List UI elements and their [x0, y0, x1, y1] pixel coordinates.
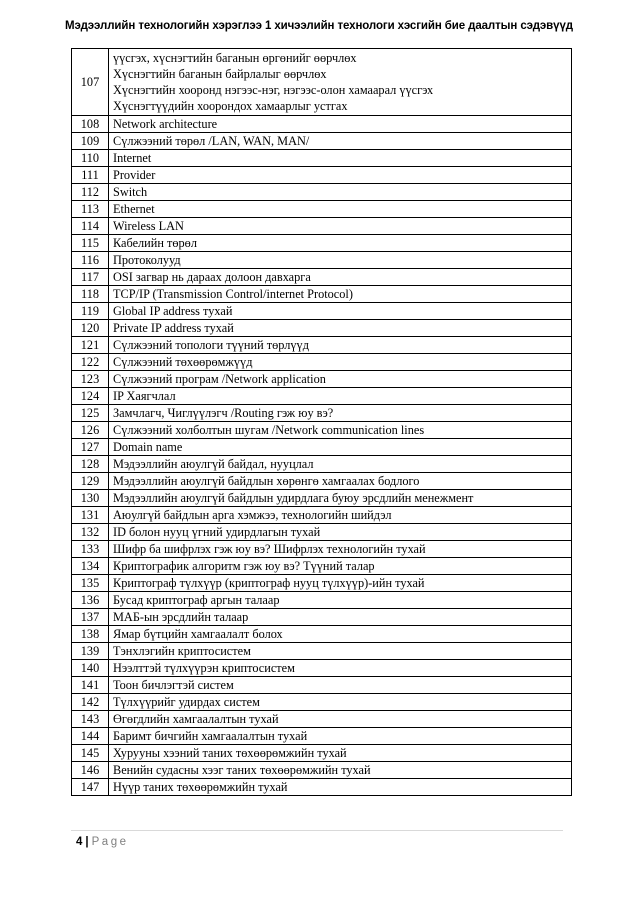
row-number: 113 — [72, 201, 109, 218]
table-row — [72, 388, 572, 405]
row-topic: Мэдээллийн аюулгүй байдал, нууцлал — [109, 456, 572, 473]
row-topic — [109, 49, 572, 116]
table-row — [72, 252, 572, 269]
row-topic: Криптографик алгоритм гэж юу вэ? Түүний талар — [109, 558, 572, 575]
table-row — [72, 643, 572, 660]
row-number: 122 — [72, 354, 109, 371]
table-row — [72, 558, 572, 575]
table-row — [72, 728, 572, 745]
table-row — [72, 337, 572, 354]
row-topic: IP Хаягчлал — [109, 388, 572, 405]
row-number: 133 — [72, 541, 109, 558]
row-topic: Түлхүүрийг удирдах систем — [109, 694, 572, 711]
row-number: 121 — [72, 337, 109, 354]
row-number: 123 — [72, 371, 109, 388]
row-number: 129 — [72, 473, 109, 490]
table-row — [72, 456, 572, 473]
table-row — [72, 354, 572, 371]
table-row — [72, 269, 572, 286]
table-row — [72, 133, 572, 150]
row-topic: Ямар бүтцийн хамгаалалт болох — [109, 626, 572, 643]
row-number: 128 — [72, 456, 109, 473]
row-topic: ID болон нууц үгний удирдлагын тухай — [109, 524, 572, 541]
row-number: 146 — [72, 762, 109, 779]
row-number: 134 — [72, 558, 109, 575]
row-topic: Ethernet — [109, 201, 572, 218]
row-topic: Private IP address тухай — [109, 320, 572, 337]
table-row — [72, 167, 572, 184]
row-topic: Замчлагч, Чиглүүлэгч /Routing гэж юу вэ? — [109, 405, 572, 422]
table-row — [72, 660, 572, 677]
row-number: 111 — [72, 167, 109, 184]
table-row — [72, 49, 572, 116]
page-label: Page — [91, 836, 129, 848]
table-row — [72, 524, 572, 541]
table-row — [72, 575, 572, 592]
table-row — [72, 439, 572, 456]
table-row — [72, 405, 572, 422]
row-topic: МАБ-ын эрсдлийн талаар — [109, 609, 572, 626]
row-number: 126 — [72, 422, 109, 439]
page-header: Мэдээллийн технологийн хэрэглээ 1 хичээлийн технологи хэсгийн бие даалтын сэдэвүүд — [65, 20, 573, 32]
table-row — [72, 711, 572, 728]
row-number: 108 — [72, 116, 109, 133]
row-topic: Хурууны хээний таних төхөөрөмжийн тухай — [109, 745, 572, 762]
topics-table — [71, 48, 572, 796]
row-number: 130 — [72, 490, 109, 507]
table-row — [72, 694, 572, 711]
topic-line: үүсгэх, хүснэгтийн баганын өргөнийг өөрчлөх — [113, 51, 357, 65]
table-row — [72, 507, 572, 524]
table-row — [72, 609, 572, 626]
page-footer — [76, 836, 128, 848]
row-number: 136 — [72, 592, 109, 609]
row-number: 147 — [72, 779, 109, 796]
row-number: 143 — [72, 711, 109, 728]
row-topic: Сүлжээний топологи түүний төрлүүд — [109, 337, 572, 354]
row-topic: Provider — [109, 167, 572, 184]
table-row — [72, 371, 572, 388]
row-topic: Global IP address тухай — [109, 303, 572, 320]
row-number: 142 — [72, 694, 109, 711]
row-topic: Нээлттэй түлхүүрэн криптосистем — [109, 660, 572, 677]
row-topic: Сүлжээний програм /Network application — [109, 371, 572, 388]
row-number: 114 — [72, 218, 109, 235]
table-row — [72, 762, 572, 779]
row-topic: Тэнхлэгийн криптосистем — [109, 643, 572, 660]
row-number: 127 — [72, 439, 109, 456]
topic-line: Хүснэгтүүдийн хоорондох хамаарлыг устгах — [113, 99, 348, 113]
table-row — [72, 303, 572, 320]
row-number: 140 — [72, 660, 109, 677]
table-row — [72, 201, 572, 218]
row-number: 138 — [72, 626, 109, 643]
row-topic: Шифр ба шифрлэх гэж юу вэ? Шифрлэх технологийн тухай — [109, 541, 572, 558]
row-number: 131 — [72, 507, 109, 524]
row-topic: Венийн судасны хээг таних төхөөрөмжийн тухай — [109, 762, 572, 779]
row-topic: TCP/IP (Transmission Control/internet Protocol) — [109, 286, 572, 303]
row-topic: Internet — [109, 150, 572, 167]
table-row — [72, 592, 572, 609]
row-topic: Мэдээллийн аюулгүй байдлын хөрөнгө хамгаалах бодлого — [109, 473, 572, 490]
table-row — [72, 473, 572, 490]
row-number: 110 — [72, 150, 109, 167]
row-topic: Протоколууд — [109, 252, 572, 269]
row-number: 137 — [72, 609, 109, 626]
table-row — [72, 779, 572, 796]
footer-divider — [71, 830, 563, 831]
table-row — [72, 422, 572, 439]
table-row — [72, 150, 572, 167]
row-number: 119 — [72, 303, 109, 320]
row-topic: Баримт бичгийн хамгаалалтын тухай — [109, 728, 572, 745]
table-row — [72, 541, 572, 558]
row-number: 115 — [72, 235, 109, 252]
table-row — [72, 677, 572, 694]
row-number: 125 — [72, 405, 109, 422]
row-topic: Тоон бичлэгтэй систем — [109, 677, 572, 694]
table-row — [72, 286, 572, 303]
row-topic: OSI загвар нь дараах долоон давхарга — [109, 269, 572, 286]
row-topic: Сүлжээний төхөөрөмжүүд — [109, 354, 572, 371]
table-row — [72, 490, 572, 507]
table-row — [72, 116, 572, 133]
row-topic: Network architecture — [109, 116, 572, 133]
row-number: 109 — [72, 133, 109, 150]
row-topic: Криптограф түлхүүр (криптограф нууц түлхүүр)-ийн тухай — [109, 575, 572, 592]
row-topic: Сүлжээний холболтын шугам /Network communication lines — [109, 422, 572, 439]
row-topic: Switch — [109, 184, 572, 201]
topic-line: Хүснэгтийн баганын байрлалыг өөрчлөх — [113, 67, 327, 81]
row-topic: Сүлжээний төрөл /LAN, WAN, MAN/ — [109, 133, 572, 150]
page-number: 4 — [76, 836, 83, 848]
row-topic: Кабелийн төрөл — [109, 235, 572, 252]
row-number: 116 — [72, 252, 109, 269]
table-row — [72, 626, 572, 643]
row-topic: Wireless LAN — [109, 218, 572, 235]
row-topic: Өгөгдлийн хамгаалалтын тухай — [109, 711, 572, 728]
table-row — [72, 320, 572, 337]
table-row — [72, 184, 572, 201]
row-number: 118 — [72, 286, 109, 303]
row-topic: Мэдээллийн аюулгүй байдлын удирдлага буюу эрсдлийн менежмент — [109, 490, 572, 507]
row-number: 124 — [72, 388, 109, 405]
row-number: 117 — [72, 269, 109, 286]
footer-separator: | — [85, 836, 89, 848]
row-topic: Нүүр таних төхөөрөмжийн тухай — [109, 779, 572, 796]
row-number: 132 — [72, 524, 109, 541]
table-row — [72, 218, 572, 235]
row-topic: Бусад криптограф аргын талаар — [109, 592, 572, 609]
row-number: 144 — [72, 728, 109, 745]
row-number: 112 — [72, 184, 109, 201]
row-number: 135 — [72, 575, 109, 592]
table-row — [72, 235, 572, 252]
row-number: 145 — [72, 745, 109, 762]
topic-line: Хүснэгтийн хооронд нэгээс-нэг, нэгээс-олон хамаарал үүсгэх — [113, 83, 434, 97]
topics-table-body — [72, 49, 572, 796]
table-row — [72, 745, 572, 762]
row-number: 141 — [72, 677, 109, 694]
row-topic: Аюулгүй байдлын арга хэмжээ, технологийн шийдэл — [109, 507, 572, 524]
row-number: 107 — [72, 49, 109, 116]
row-number: 139 — [72, 643, 109, 660]
row-topic: Domain name — [109, 439, 572, 456]
row-number: 120 — [72, 320, 109, 337]
